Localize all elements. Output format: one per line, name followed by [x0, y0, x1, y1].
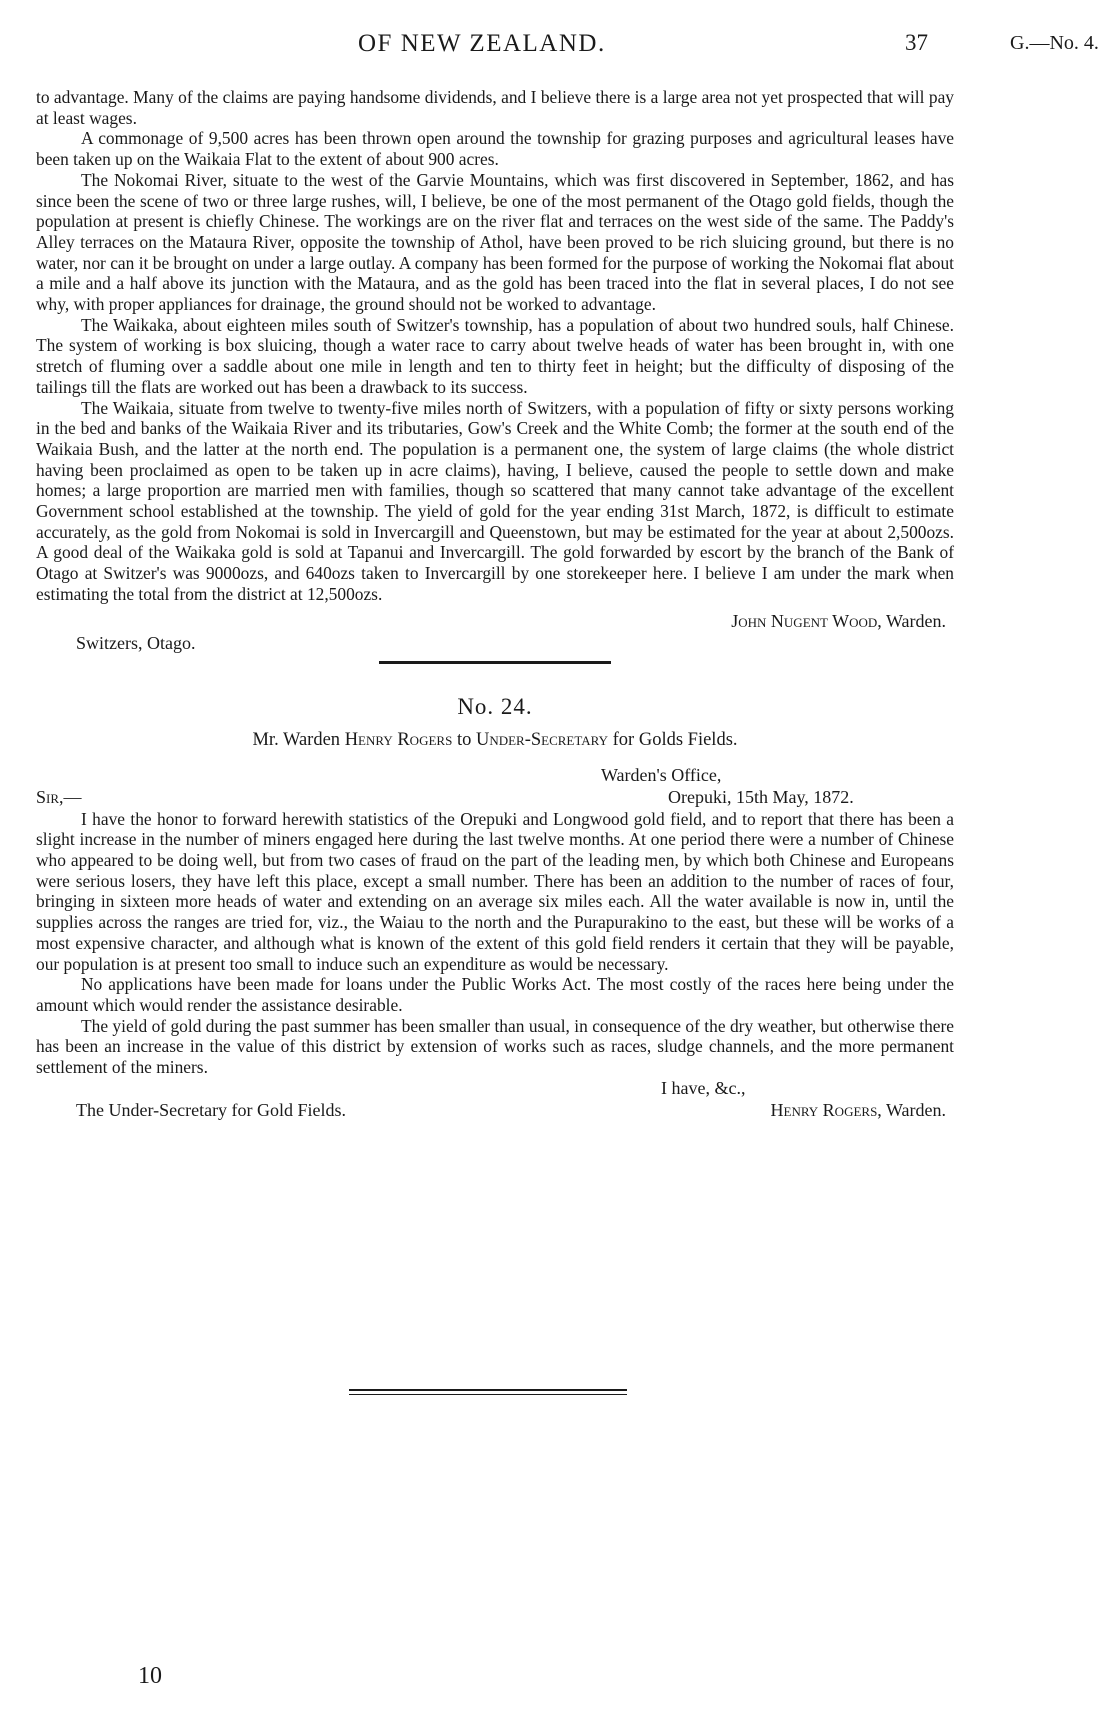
document-reference: G.—No. 4. [1010, 32, 1099, 54]
closing-line: I have, &c., [661, 1077, 746, 1098]
salutation: Sir,— [36, 786, 82, 807]
signer-name: Henry Rogers, [770, 1099, 882, 1120]
document-subject [36, 730, 954, 751]
paragraph: The Nokomai River, situate to the west of the Garvie Mountains, which was first discovered in September, 1862, and has since been the scene of two or three large rushes, will, I believe, be one of the most permanent of the Otago gold fields, though the population at present is chiefly Chinese. The workings are on the river flat and terraces on the west side of the same. The Paddy's Alley terraces on the Mataura River, opposite the township of Athol, have been proved to be rich sluicing ground, but there is no water, nor can it be brought on under a large outlay. A company has been formed for the purpose of working the Nokomai flat about a mile and a half above its junction with the Mataura, and as the gold has been traced into the flat in several places, I do not see why, with proper appliances for drainage, the ground should not be worked to advantage. [36, 169, 954, 315]
end-rule-line [349, 1394, 627, 1396]
signature-block [36, 605, 954, 653]
printer-number: 10 [138, 1663, 162, 1689]
end-rule-line [349, 1389, 627, 1391]
section-divider [379, 661, 611, 664]
office-line: Warden's Office, [601, 764, 722, 785]
body-text [36, 87, 954, 1122]
letter-body [36, 809, 954, 1078]
paragraph: I have the honor to forward herewith statistics of the Orepuki and Longwood gold field, and to report that there has been a slight increase in the number of miners engaged here during the last twelve months. At one period there were a number of Chinese who appeared to be doing well, but from two cases of fraud on the part of the leading men, by which both Chinese and Europeans were serious losers, they have left this place, except a small number. There has been an addition to the number of races of four, bringing in sixteen more heads of water and extending on an average six miles each. All the water available is now in, until the supplies across the ranges are tried for, viz., the Waiau to the north and the Purapurakino to the east, but these will be works of a most expensive character, and although what is known of the extent of this gold field renders it certain that they will be payable, our population is at present too small to induce such an expenditure as would be necessary. [36, 808, 954, 974]
running-title: OF NEW ZEALAND. [358, 30, 606, 57]
report-continuation [36, 87, 954, 605]
place-line: Switzers, Otago. [76, 632, 196, 653]
paragraph: The yield of gold during the past summer has been smaller than usual, in consequence of the dry weather, but otherwise there has been an increase in the value of this district by extension of works such as races, sludge channels, and the more permanent settlement of the miners. [36, 1015, 954, 1078]
document-number: No. 24. [457, 693, 533, 719]
page-number: 37 [905, 30, 928, 55]
paragraph: The Waikaia, situate from twelve to twenty-five miles north of Switzers, with a population of fifty or sixty persons working in the bed and banks of the Waikaia River and its tributaries, Gow's Creek and the White Comb; the former at the south end of the Waikaia Bush, and the latter at the north end. The population is a permanent one, the system of large claims (the whole district having been proclaimed as open to be taken up in acre claims), having, I believe, caused the people to settle down and make homes; a large proportion are married men with families, though so scattered that many cannot take advantage of the excellent Government school established at the township. The yield of gold for the year ending 31st March, 1872, is difficult to estimate accurately, as the gold from Nokomai is sold in Invercargill and Queenstown, but may be estimated for the year at about 2,500ozs. A good deal of the Waikaka gold is sold at Tapanui and Invercargill. The gold forwarded by escort by the branch of the Bank of Otago at Switzer's was 9000ozs, and 640ozs taken to Invercargill by one storekeeper here. I believe I am under the mark when estimating the total from the district at 12,500ozs. [36, 397, 954, 604]
place-date-line: Orepuki, 15th May, 1872. [668, 786, 854, 807]
running-head [0, 30, 1114, 58]
subject-suffix: for Golds Fields. [608, 729, 738, 750]
signer-title: Warden. [881, 610, 946, 631]
letter-heading [36, 765, 954, 809]
paragraph: to advantage. Many of the claims are paying handsome dividends, and I believe there is a large area not yet prospected that will pay at least wages. [36, 87, 954, 128]
subject-to-word: to [452, 729, 476, 750]
signer-name: John Nugent Wood, [731, 610, 882, 631]
subject-to: Under-Secretary [475, 729, 609, 750]
signature [731, 611, 946, 632]
addressee: The Under-Secretary for Gold Fields. [76, 1099, 347, 1120]
signature [771, 1100, 947, 1121]
subject-prefix: Mr. Warden [252, 729, 345, 750]
end-rule [349, 1389, 627, 1398]
letter-closing [36, 1078, 954, 1122]
subject-from: Henry Rogers [344, 729, 453, 750]
paragraph: The Waikaka, about eighteen miles south of Switzer's township, has a population of about two hundred souls, half Chinese. The system of working is box sluicing, though a water race to carry about twelve heads of water has been brought in, with one stretch of fluming over a saddle about one mile in length and ten to thirty feet in height; but the difficulty of disposing of the tailings till the flats are worked out has been a drawback to its success. [36, 314, 954, 397]
paragraph: A commonage of 9,500 acres has been thrown open around the township for grazing purposes and agricultural leases have been taken up on the Waikaia Flat to the extent of about 900 acres. [36, 128, 954, 170]
signer-title: Warden. [881, 1099, 946, 1120]
paragraph: No applications have been made for loans under the Public Works Act. The most costly of the races here being under the amount which would render the assistance desirable. [36, 974, 954, 1015]
